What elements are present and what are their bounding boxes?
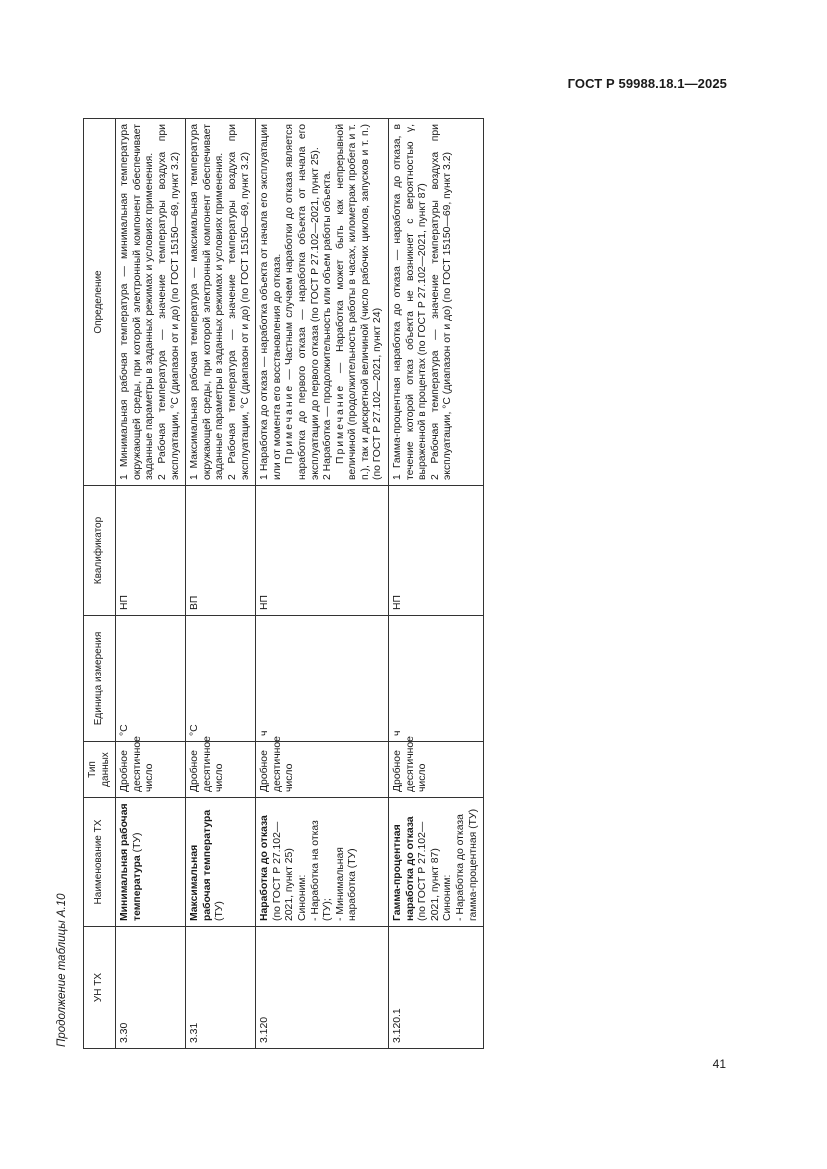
table-row <box>116 119 186 1049</box>
row-data-type: Дробное десятичное число <box>389 742 484 798</box>
row-synonym: - Минимальная наработка (ТУ) <box>334 847 359 921</box>
table-row <box>186 119 256 1049</box>
row-unit: °С <box>116 616 186 742</box>
row-unit: ч <box>389 616 484 742</box>
note-text: — Частным случаем наработки до отказа является наработка до первого отказа — наработка объекта от начала его эксплуатации до первого отказа (по ГОСТ Р 27.102—2021, пункт 25). <box>284 124 321 480</box>
row-synonym-label: Синоним: <box>296 874 308 921</box>
row-qualifier: НП <box>389 486 484 616</box>
row-definition <box>256 119 389 486</box>
row-unit: ч <box>256 616 389 742</box>
row-unit: °С <box>186 616 256 742</box>
row-id: 3.31 <box>186 927 256 1049</box>
row-name <box>186 798 256 927</box>
definition-paragraph: 1 Минимальная рабочая температура — минимальная температура окружающей среды, при которой электронный компонент обеспечивает заданные параметры в заданных режимах и условиях применения. <box>119 124 156 480</box>
header-name: Наименование ТХ <box>84 798 116 927</box>
row-synonym: - Наработка на отказ (ТУ); <box>309 820 334 921</box>
document-header: ГОСТ Р 59988.18.1—2025 <box>567 76 727 91</box>
row-definition <box>186 119 256 486</box>
definition-note <box>335 124 385 480</box>
row-name-rest: (ТУ) <box>131 832 143 853</box>
header-unit: Единица измерения <box>84 616 116 742</box>
row-id: 3.120.1 <box>389 927 484 1049</box>
header-definition: Определение <box>84 119 116 486</box>
row-data-type: Дробное десятичное число <box>256 742 389 798</box>
definition-paragraph: 2 Рабочая температура — значение температуры воздуха при эксплуатации, °С (диапазон от и до) (по ГОСТ 15150—69, пункт 3.2) <box>156 124 181 480</box>
row-name-bold: Минимальная рабочая температура <box>119 803 143 921</box>
row-qualifier: НП <box>256 486 389 616</box>
row-name-bold: Наработка до отказа <box>259 815 271 921</box>
definition-paragraph: 1 Гамма-процентная наработка до отказа — наработка до отказа, в течение которой отказ объекта не возникнет с вероятностью γ, выраженной в процентах (по ГОСТ Р 27.102—2021, пункт 87) <box>392 124 429 480</box>
table-caption: Продолжение таблицы А.10 <box>56 893 68 1047</box>
note-label: Примечание <box>334 383 346 464</box>
row-data-type: Дробное десятичное число <box>186 742 256 798</box>
definition-paragraph: 2 Рабочая температура — значение температуры воздуха при эксплуатации, °С (диапазон от и до) (по ГОСТ 15150—69, пункт 3.2) <box>429 124 454 480</box>
row-id: 3.120 <box>256 927 389 1049</box>
definition-paragraph: 2 Рабочая температура — значение температуры воздуха при эксплуатации, °С (диапазон от и до) (по ГОСТ 15150—69, пункт 3.2) <box>226 124 251 480</box>
row-name <box>389 798 484 927</box>
row-name <box>116 798 186 927</box>
definition-paragraph: 2 Наработка — продолжительность или объем работы объекта. <box>322 170 334 480</box>
row-definition <box>116 119 186 486</box>
page-number: 41 <box>712 1057 726 1071</box>
header-id: УН ТХ <box>84 927 116 1049</box>
row-definition <box>389 119 484 486</box>
row-id: 3.30 <box>116 927 186 1049</box>
row-name <box>256 798 389 927</box>
row-name-bold: Максимальная рабочая температура <box>189 809 213 921</box>
definition-paragraph: 1 Максимальная рабочая температура — максимальная температура окружающей среды, при которой электронный компонент обеспечивает заданные параметры в заданных режимах и условиях применения. <box>189 124 226 480</box>
table-header-row <box>84 119 116 1049</box>
row-name-rest: (ТУ) <box>214 901 226 921</box>
row-name-source: (по ГОСТ Р 27.102—2021, пункт 25) <box>271 821 296 921</box>
row-qualifier: НП <box>116 486 186 616</box>
row-synonym-label: Синоним: <box>442 874 454 921</box>
row-name-bold: Гамма-процентная наработка до отказа <box>392 816 416 921</box>
definition-note <box>284 124 322 480</box>
row-synonym: - Наработка до отказа гамма-процентная (ТУ) <box>455 808 479 921</box>
characteristics-table <box>83 118 484 1049</box>
table-row <box>256 119 389 1049</box>
table-row <box>389 119 484 1049</box>
header-qualifier: Квалификатор <box>84 486 116 616</box>
row-data-type: Дробное десятичное число <box>116 742 186 798</box>
note-text: — Наработка может быть как непрерывной величиной (продолжительность работы в часах, километраж пробега и т. п.), так и дискретной величиной (число рабочих циклов, запусков и т. п.) (по ГОСТ Р 27.102—2021, пункт 24) <box>334 124 384 480</box>
note-label: Примечание <box>284 383 296 464</box>
row-qualifier: ВП <box>186 486 256 616</box>
definition-paragraph: 1 Наработка до отказа — наработка объекта от начала его эксплуатации или от момента его восстановления до отказа. <box>259 124 283 480</box>
header-data-type: Тип данных <box>84 742 116 798</box>
row-name-source: (по ГОСТ Р 27.102—2021, пункт 87) <box>417 821 441 921</box>
